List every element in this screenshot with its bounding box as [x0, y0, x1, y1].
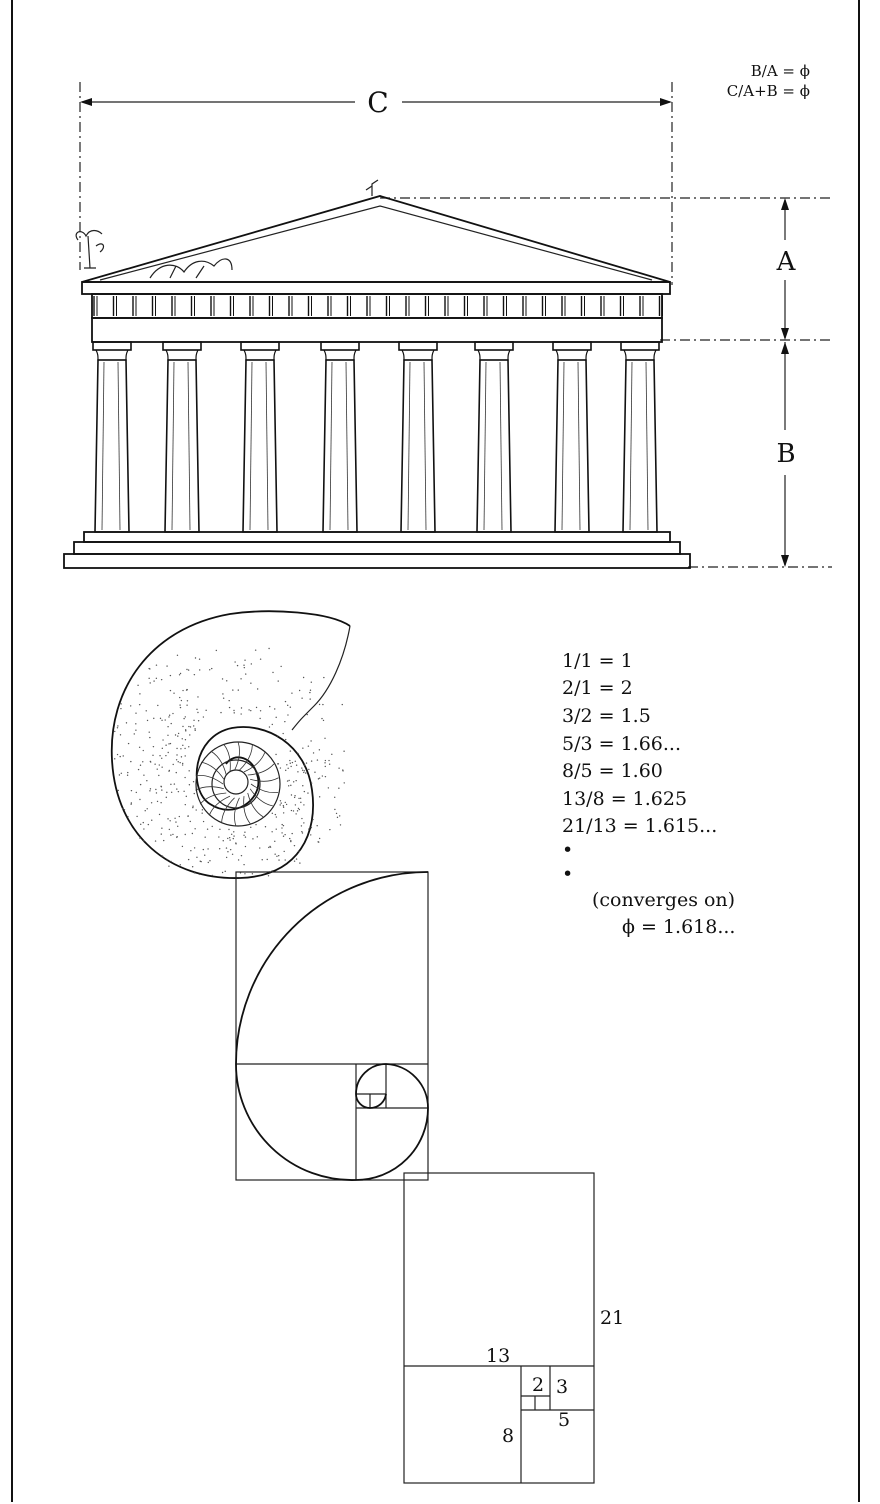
ratio-line: 8/5 = 1.60	[562, 760, 663, 782]
ratio-line: 5/3 = 1.66...	[562, 733, 682, 755]
fib-label-21: 21	[600, 1307, 625, 1329]
fib-label-13: 13	[486, 1345, 511, 1367]
formula-b-over-a: B/A = ϕ	[750, 62, 810, 80]
ratio-line: 1/1 = 1	[562, 650, 633, 672]
fib-label-3: 3	[556, 1376, 569, 1398]
ratio-list	[562, 650, 735, 938]
formula-c-over-a-plus-b: C/A+B = ϕ	[726, 82, 810, 100]
golden-spiral-rectangle	[236, 872, 428, 1180]
dimension-b-label: B	[776, 439, 796, 469]
parthenon-drawing	[64, 180, 690, 568]
phi-value: ϕ = 1.618...	[622, 916, 736, 938]
fib-label-8: 8	[502, 1425, 515, 1447]
dimension-c-label: C	[367, 86, 389, 119]
nautilus-shell-drawing	[112, 611, 350, 878]
fibonacci-rectangle	[404, 1173, 594, 1483]
ratio-ellipsis-dot: •	[562, 839, 574, 861]
dimension-a-label: A	[776, 247, 796, 277]
ratio-line: 3/2 = 1.5	[562, 705, 651, 727]
ratio-line: 2/1 = 2	[562, 677, 633, 699]
fib-label-2: 2	[532, 1374, 545, 1396]
ratio-line: 21/13 = 1.615...	[562, 815, 718, 837]
ratio-ellipsis-dot: •	[562, 863, 574, 885]
converges-on-text: (converges on)	[592, 889, 736, 911]
fib-label-5: 5	[558, 1409, 571, 1431]
ratio-line: 13/8 = 1.625	[562, 788, 688, 810]
temple-dimension-lines	[80, 82, 832, 567]
